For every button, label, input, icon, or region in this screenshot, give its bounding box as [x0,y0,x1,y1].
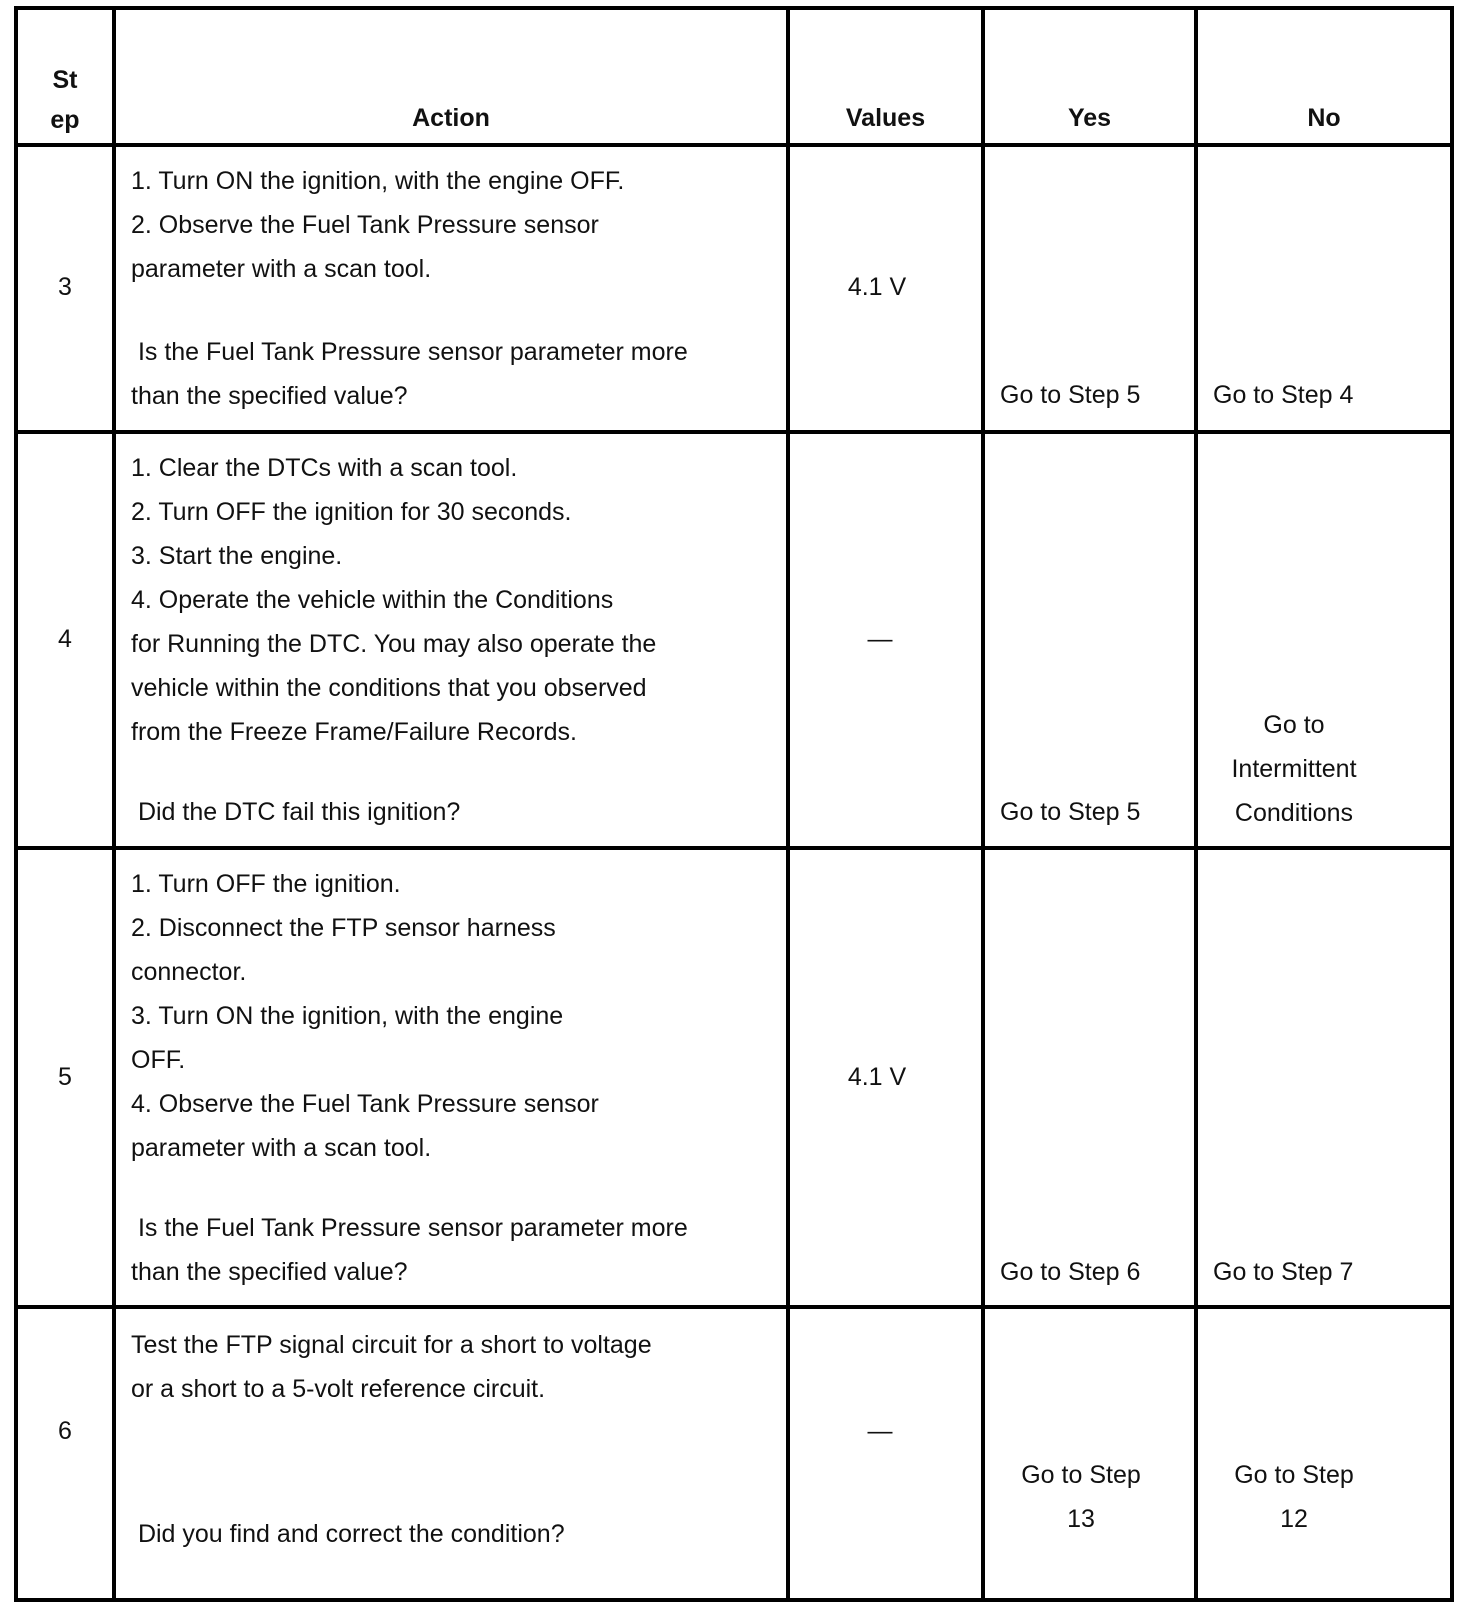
action-line: or a short to a 5-volt reference circuit. [131,1375,546,1403]
no-line: Go to Step [1234,1461,1354,1489]
action-line: 1. Turn OFF the ignition. [131,870,401,898]
value-cell: 4.1 V [847,1063,907,1091]
no-line: 12 [1280,1505,1308,1533]
no-cell [1198,703,1390,835]
row-divider [14,846,1454,850]
action-text [131,1323,652,1411]
yes-line: Go to Step [1021,1461,1141,1489]
header-yes: Yes [1067,104,1112,132]
question-line: than the specified value? [131,382,408,410]
question-line: Did the DTC fail this ignition? [131,798,461,826]
step-number: 4 [58,625,72,653]
table-border-left [14,6,18,1602]
action-line: 4. Operate the vehicle within the Conditions [131,586,614,614]
header-step-line2: ep [50,106,80,134]
header-action: Action [412,104,490,132]
yes-cell [985,1453,1177,1541]
header-no: No [1307,104,1341,132]
column-divider [981,6,985,1602]
action-line: 1. Turn ON the ignition, with the engine OFF. [131,167,625,195]
action-line: 1. Clear the DTCs with a scan tool. [131,454,518,482]
value-cell: 4.1 V [847,273,907,301]
table-border-right [1450,6,1454,1602]
action-line: 2. Turn OFF the ignition for 30 seconds. [131,498,572,526]
no-line: Go to [1263,711,1325,739]
question-line: Did you find and correct the condition? [131,1520,565,1548]
action-line: vehicle within the conditions that you observed [131,674,647,702]
action-question [131,330,688,418]
action-line: 3. Turn ON the ignition, with the engine [131,1002,564,1030]
yes-cell: Go to Step 5 [1000,798,1141,826]
yes-cell: Go to Step 6 [1000,1258,1141,1286]
value-cell: — [867,1417,893,1445]
no-line: Conditions [1234,799,1354,827]
action-line: connector. [131,958,247,986]
step-number: 6 [58,1417,72,1445]
no-cell: Go to Step 4 [1213,381,1354,409]
row-divider [14,1305,1454,1309]
question-line: Is the Fuel Tank Pressure sensor parameter more [131,1214,688,1242]
no-cell [1198,1453,1390,1541]
value-cell: — [867,625,893,653]
action-line: OFF. [131,1046,186,1074]
action-line: 2. Disconnect the FTP sensor harness [131,914,556,942]
action-line: parameter with a scan tool. [131,1134,432,1162]
table-border-bottom [14,1598,1454,1602]
step-number: 3 [58,273,72,301]
question-line: Is the Fuel Tank Pressure sensor parameter more [131,338,688,366]
column-divider [786,6,790,1602]
action-text [131,446,656,754]
question-line: than the specified value? [131,1258,408,1286]
action-text [131,159,624,291]
action-question [131,790,460,834]
header-divider [14,143,1454,147]
action-line: parameter with a scan tool. [131,255,432,283]
action-line: for Running the DTC. You may also operate the [131,630,657,658]
action-line: 2. Observe the Fuel Tank Pressure sensor [131,211,599,239]
row-divider [14,430,1454,434]
header-values: Values [845,104,926,132]
yes-cell: Go to Step 5 [1000,381,1141,409]
action-text [131,862,599,1170]
step-number: 5 [58,1063,72,1091]
header-step [18,60,112,140]
action-line: 4. Observe the Fuel Tank Pressure sensor [131,1090,599,1118]
column-divider [112,6,116,1602]
no-line: Intermittent [1231,755,1357,783]
yes-line: 13 [1067,1505,1095,1533]
header-step-line1: St [52,66,78,94]
action-question [131,1206,688,1294]
action-line: from the Freeze Frame/Failure Records. [131,718,577,746]
table-border-top [14,6,1454,10]
action-line: Test the FTP signal circuit for a short to voltage [131,1331,652,1359]
no-cell: Go to Step 7 [1213,1258,1354,1286]
action-question [131,1512,565,1556]
action-line: 3. Start the engine. [131,542,343,570]
